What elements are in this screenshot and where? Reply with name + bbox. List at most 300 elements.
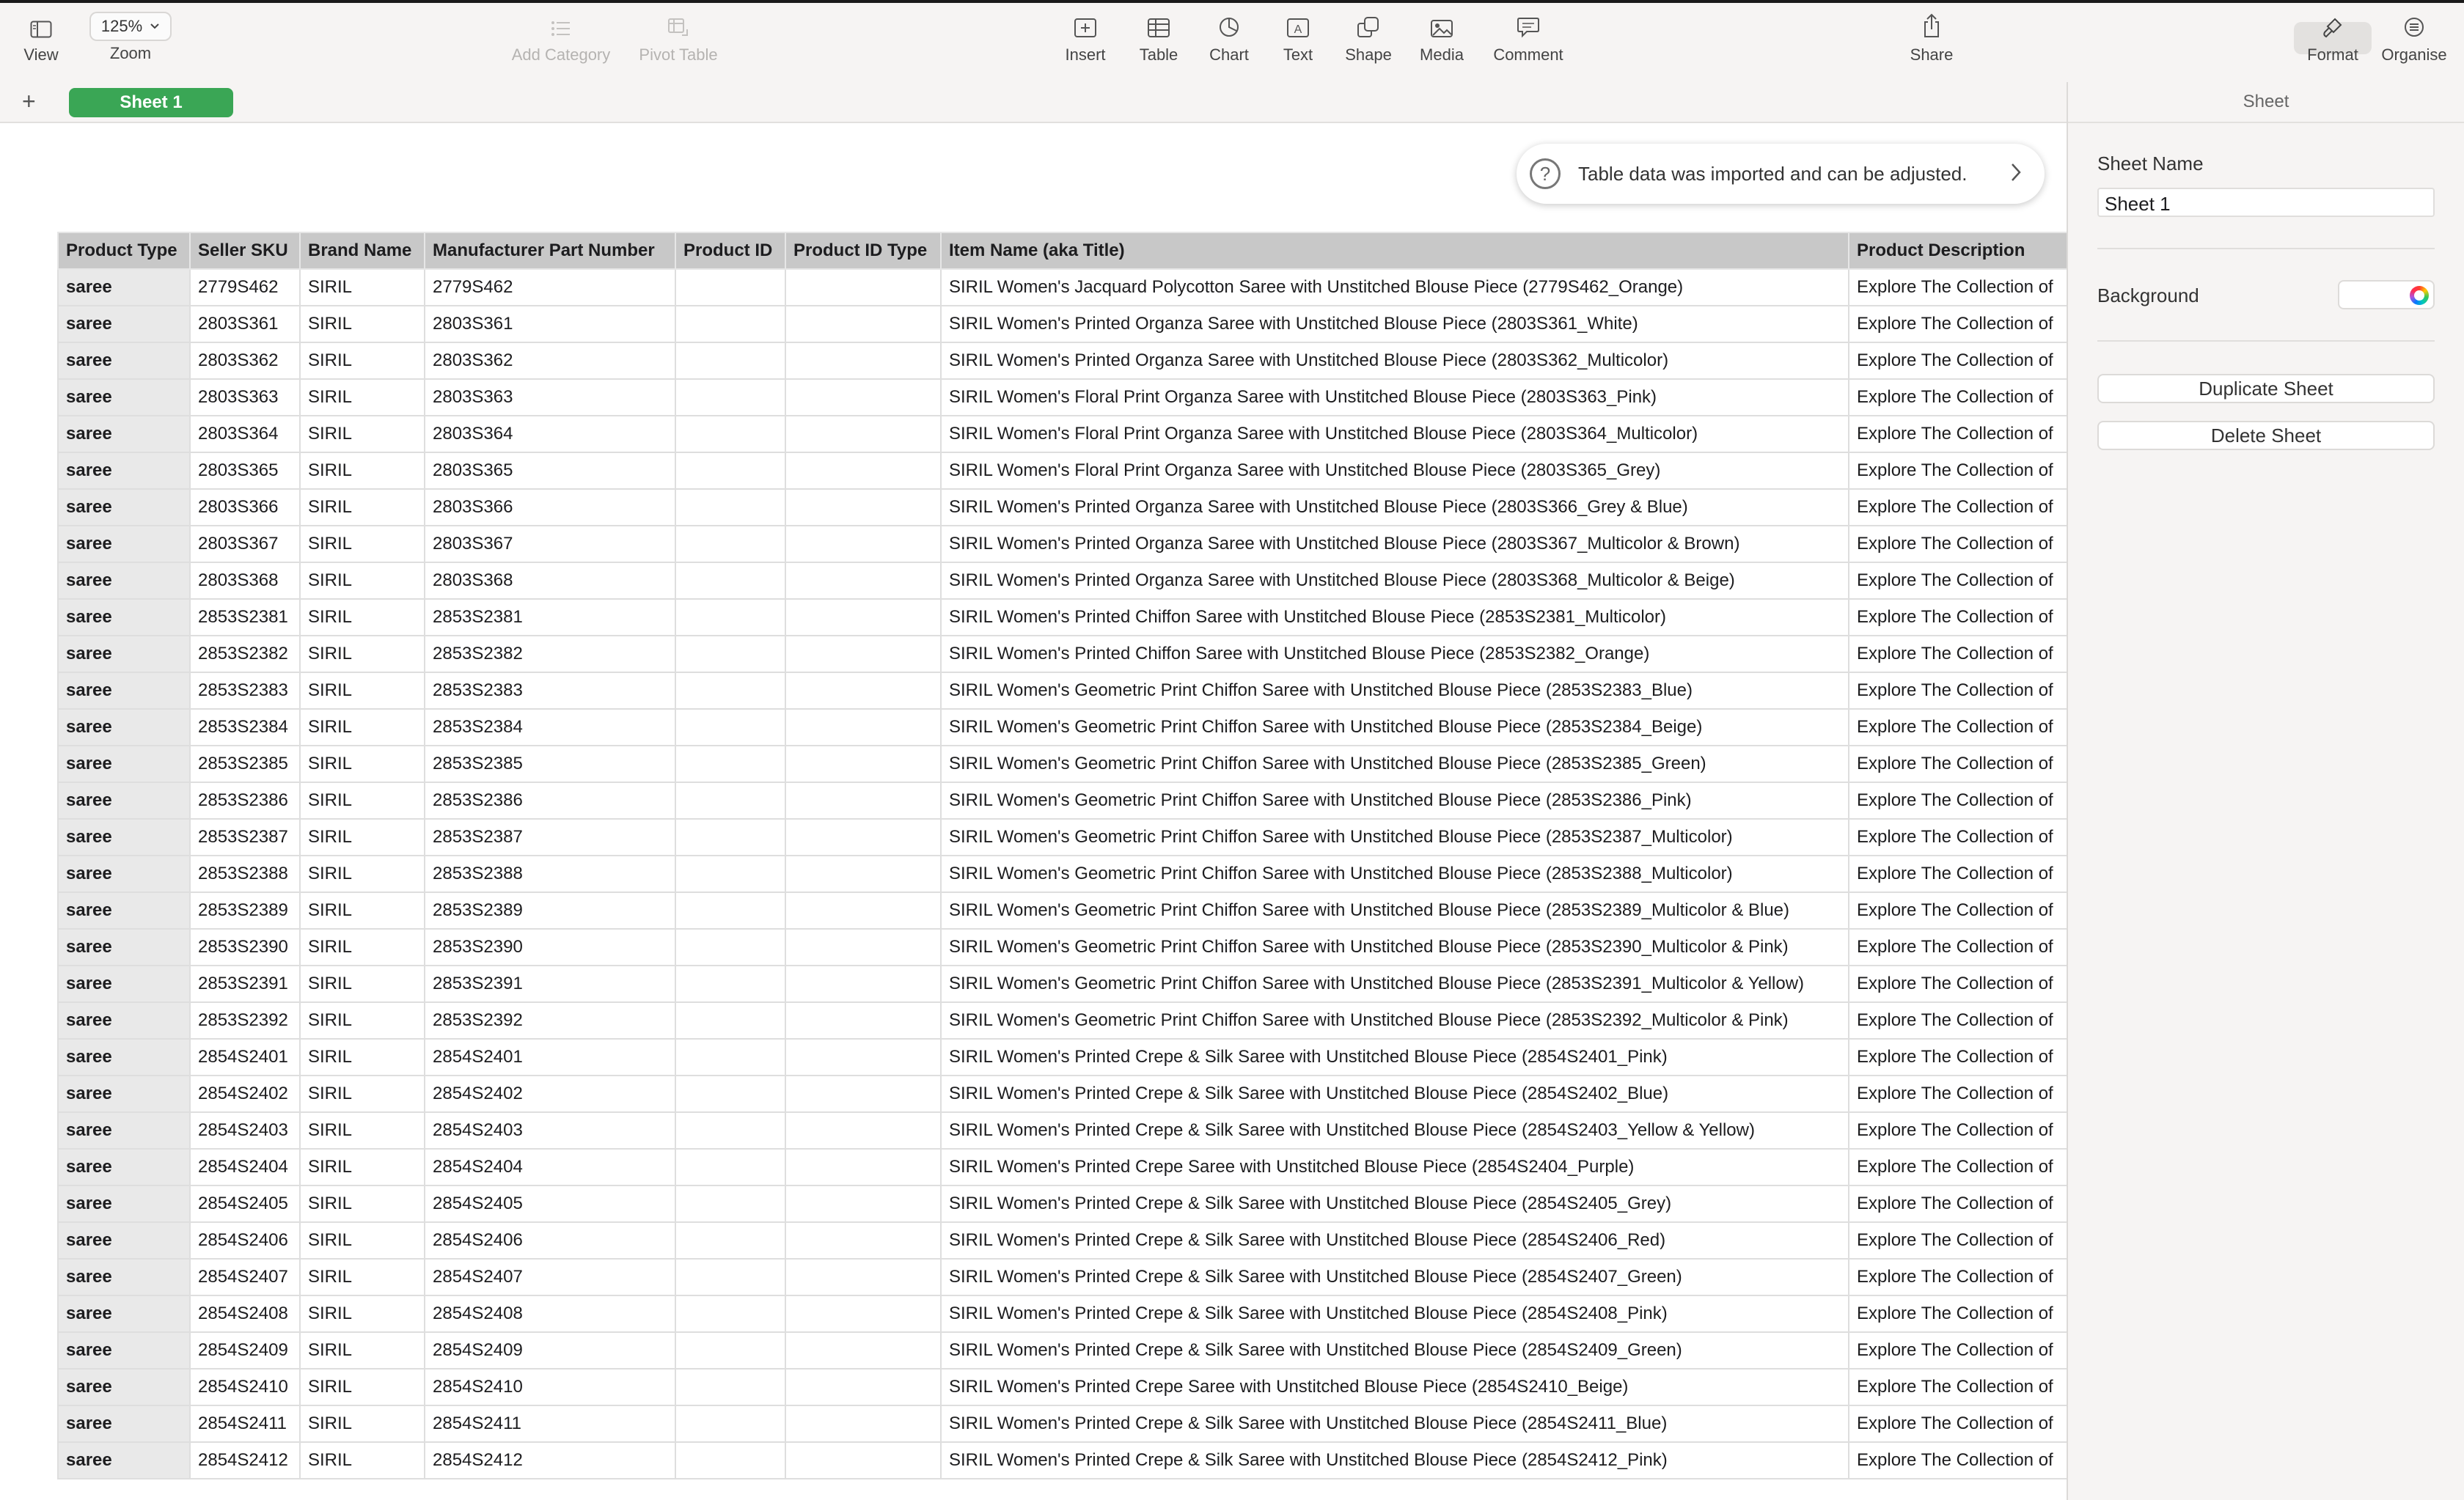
sheet-tab-sheet-1[interactable]: Sheet 1 xyxy=(69,88,233,117)
table-cell[interactable]: SIRIL xyxy=(300,1259,425,1295)
column-header[interactable]: Seller SKU xyxy=(190,232,300,269)
table-row[interactable] xyxy=(58,966,2067,1002)
table-cell[interactable]: saree xyxy=(58,672,190,709)
table-cell[interactable] xyxy=(785,379,941,416)
table-cell[interactable]: SIRIL Women's Printed Organza Saree with Unstitched Blouse Piece (2803S366_Grey & Blue) xyxy=(941,489,1849,526)
column-header[interactable]: Brand Name xyxy=(300,232,425,269)
table-cell[interactable]: SIRIL Women's Printed Organza Saree with Unstitched Blouse Piece (2803S362_Multicolor) xyxy=(941,342,1849,379)
table-cell[interactable] xyxy=(675,1222,785,1259)
table-cell[interactable]: 2853S2390 xyxy=(425,929,675,966)
table-cell[interactable]: saree xyxy=(58,416,190,452)
table-cell[interactable]: SIRIL xyxy=(300,1332,425,1369)
column-header[interactable]: Product ID xyxy=(675,232,785,269)
table-cell[interactable]: saree xyxy=(58,636,190,672)
table-cell[interactable]: 2853S2382 xyxy=(425,636,675,672)
table-cell[interactable]: saree xyxy=(58,526,190,562)
color-wheel-icon[interactable] xyxy=(2410,286,2429,305)
table-cell[interactable] xyxy=(675,929,785,966)
table-cell[interactable]: saree xyxy=(58,709,190,746)
table-row[interactable] xyxy=(58,526,2067,562)
table-cell[interactable] xyxy=(785,929,941,966)
table-cell[interactable]: 2853S2389 xyxy=(425,892,675,929)
table-cell[interactable] xyxy=(785,636,941,672)
table-cell[interactable]: 2853S2392 xyxy=(425,1002,675,1039)
table-cell[interactable]: Explore The Collection of xyxy=(1849,1259,2067,1295)
table-cell[interactable]: Explore The Collection of xyxy=(1849,1112,2067,1149)
table-cell[interactable] xyxy=(675,1405,785,1442)
table-cell[interactable] xyxy=(675,269,785,306)
table-cell[interactable]: Explore The Collection of xyxy=(1849,1405,2067,1442)
table-cell[interactable]: SIRIL xyxy=(300,746,425,782)
table-row[interactable] xyxy=(58,892,2067,929)
table-cell[interactable]: saree xyxy=(58,819,190,856)
table-cell[interactable]: 2803S367 xyxy=(425,526,675,562)
column-header[interactable]: Product Description xyxy=(1849,232,2067,269)
table-cell[interactable]: Explore The Collection of xyxy=(1849,819,2067,856)
table-cell[interactable]: Explore The Collection of xyxy=(1849,1185,2067,1222)
table-cell[interactable]: Explore The Collection of xyxy=(1849,746,2067,782)
table-cell[interactable]: SIRIL Women's Printed Crepe & Silk Saree with Unstitched Blouse Piece (2854S2408_Pink) xyxy=(941,1295,1849,1332)
table-cell[interactable] xyxy=(785,452,941,489)
table-cell[interactable]: 2779S462 xyxy=(190,269,300,306)
table-row[interactable] xyxy=(58,1369,2067,1405)
table-cell[interactable]: Explore The Collection of xyxy=(1849,1039,2067,1076)
table-cell[interactable]: SIRIL xyxy=(300,1442,425,1479)
table-cell[interactable]: 2854S2408 xyxy=(190,1295,300,1332)
table-cell[interactable]: 2803S362 xyxy=(190,342,300,379)
table-cell[interactable]: 2854S2404 xyxy=(425,1149,675,1185)
table-cell[interactable]: SIRIL Women's Printed Crepe & Silk Saree with Unstitched Blouse Piece (2854S2409_Green) xyxy=(941,1332,1849,1369)
table-cell[interactable]: SIRIL Women's Printed Crepe & Silk Saree with Unstitched Blouse Piece (2854S2401_Pink) xyxy=(941,1039,1849,1076)
table-cell[interactable]: SIRIL xyxy=(300,782,425,819)
table-cell[interactable] xyxy=(785,1332,941,1369)
table-cell[interactable]: 2854S2407 xyxy=(190,1259,300,1295)
table-row[interactable] xyxy=(58,1076,2067,1112)
table-cell[interactable]: SIRIL xyxy=(300,562,425,599)
table-cell[interactable]: saree xyxy=(58,562,190,599)
table-cell[interactable] xyxy=(675,636,785,672)
table-cell[interactable]: SIRIL Women's Floral Print Organza Saree with Unstitched Blouse Piece (2803S364_Multicolor) xyxy=(941,416,1849,452)
table-cell[interactable]: Explore The Collection of xyxy=(1849,599,2067,636)
table-cell[interactable]: 2854S2402 xyxy=(425,1076,675,1112)
table-cell[interactable]: saree xyxy=(58,599,190,636)
table-cell[interactable]: 2803S362 xyxy=(425,342,675,379)
table-cell[interactable] xyxy=(785,1405,941,1442)
table-cell[interactable] xyxy=(785,599,941,636)
table-row[interactable] xyxy=(58,1039,2067,1076)
table-cell[interactable]: Explore The Collection of xyxy=(1849,1332,2067,1369)
zoom-select[interactable] xyxy=(89,12,172,41)
add-category-button[interactable] xyxy=(506,3,616,82)
table-cell[interactable]: 2803S368 xyxy=(190,562,300,599)
table-cell[interactable]: SIRIL Women's Geometric Print Chiffon Saree with Unstitched Blouse Piece (2853S2388_Multicolor) xyxy=(941,856,1849,892)
table-cell[interactable]: SIRIL xyxy=(300,709,425,746)
table-cell[interactable]: Explore The Collection of xyxy=(1849,782,2067,819)
table-cell[interactable] xyxy=(675,1442,785,1479)
table-cell[interactable]: SIRIL xyxy=(300,599,425,636)
table-cell[interactable]: saree xyxy=(58,1039,190,1076)
table-cell[interactable]: 2853S2384 xyxy=(425,709,675,746)
table-cell[interactable]: SIRIL Women's Printed Crepe Saree with Unstitched Blouse Piece (2854S2410_Beige) xyxy=(941,1369,1849,1405)
table-cell[interactable]: saree xyxy=(58,966,190,1002)
organise-button[interactable] xyxy=(2376,3,2452,82)
table-cell[interactable] xyxy=(675,672,785,709)
table-cell[interactable]: SIRIL xyxy=(300,819,425,856)
table-cell[interactable]: SIRIL Women's Printed Chiffon Saree with Unstitched Blouse Piece (2853S2382_Orange) xyxy=(941,636,1849,672)
table-cell[interactable]: Explore The Collection of xyxy=(1849,1442,2067,1479)
table-cell[interactable] xyxy=(675,1295,785,1332)
table-cell[interactable]: SIRIL Women's Printed Organza Saree with Unstitched Blouse Piece (2803S361_White) xyxy=(941,306,1849,342)
table-row[interactable] xyxy=(58,709,2067,746)
table-cell[interactable]: SIRIL xyxy=(300,1076,425,1112)
table-cell[interactable]: SIRIL Women's Printed Crepe & Silk Saree with Unstitched Blouse Piece (2854S2407_Green) xyxy=(941,1259,1849,1295)
table-cell[interactable]: 2779S462 xyxy=(425,269,675,306)
table-cell[interactable]: SIRIL Women's Floral Print Organza Saree with Unstitched Blouse Piece (2803S365_Grey) xyxy=(941,452,1849,489)
table-cell[interactable]: 2854S2410 xyxy=(425,1369,675,1405)
delete-sheet-button[interactable]: Delete Sheet xyxy=(2097,421,2435,450)
table-row[interactable] xyxy=(58,636,2067,672)
table-cell[interactable]: saree xyxy=(58,269,190,306)
table-row[interactable] xyxy=(58,856,2067,892)
table-cell[interactable]: Explore The Collection of xyxy=(1849,489,2067,526)
table-cell[interactable] xyxy=(785,746,941,782)
table-row[interactable] xyxy=(58,1442,2067,1479)
table-cell[interactable]: SIRIL Women's Printed Organza Saree with Unstitched Blouse Piece (2803S368_Multicolor & Beige) xyxy=(941,562,1849,599)
table-row[interactable] xyxy=(58,929,2067,966)
table-row[interactable] xyxy=(58,1222,2067,1259)
table-cell[interactable] xyxy=(675,1332,785,1369)
table-cell[interactable] xyxy=(675,342,785,379)
table-cell[interactable]: SIRIL xyxy=(300,416,425,452)
table-cell[interactable]: SIRIL xyxy=(300,379,425,416)
comment-button[interactable] xyxy=(1484,3,1572,82)
table-cell[interactable] xyxy=(785,1369,941,1405)
table-cell[interactable]: SIRIL Women's Geometric Print Chiffon Saree with Unstitched Blouse Piece (2853S2383_Blue) xyxy=(941,672,1849,709)
table-cell[interactable] xyxy=(675,562,785,599)
table-cell[interactable]: SIRIL xyxy=(300,526,425,562)
table-cell[interactable]: saree xyxy=(58,1002,190,1039)
table-cell[interactable]: saree xyxy=(58,1185,190,1222)
table-cell[interactable]: 2854S2408 xyxy=(425,1295,675,1332)
table-cell[interactable]: 2853S2390 xyxy=(190,929,300,966)
table-cell[interactable] xyxy=(675,416,785,452)
table-row[interactable] xyxy=(58,562,2067,599)
table-cell[interactable] xyxy=(785,782,941,819)
zoom-control[interactable] xyxy=(87,3,175,82)
table-cell[interactable]: SIRIL Women's Printed Crepe Saree with Unstitched Blouse Piece (2854S2404_Purple) xyxy=(941,1149,1849,1185)
table-cell[interactable]: SIRIL xyxy=(300,1295,425,1332)
table-row[interactable] xyxy=(58,1295,2067,1332)
table-row[interactable] xyxy=(58,782,2067,819)
table-cell[interactable] xyxy=(675,379,785,416)
table-row[interactable] xyxy=(58,819,2067,856)
table-cell[interactable] xyxy=(785,1442,941,1479)
table-cell[interactable]: 2854S2410 xyxy=(190,1369,300,1405)
table-cell[interactable] xyxy=(785,1149,941,1185)
table-cell[interactable]: Explore The Collection of xyxy=(1849,709,2067,746)
table-cell[interactable]: 2853S2388 xyxy=(425,856,675,892)
table-cell[interactable]: 2854S2409 xyxy=(425,1332,675,1369)
table-cell[interactable]: saree xyxy=(58,929,190,966)
table-row[interactable] xyxy=(58,1112,2067,1149)
table-cell[interactable] xyxy=(675,1076,785,1112)
table-cell[interactable]: saree xyxy=(58,1112,190,1149)
table-cell[interactable]: SIRIL xyxy=(300,856,425,892)
table-cell[interactable]: 2853S2389 xyxy=(190,892,300,929)
table-cell[interactable]: SIRIL xyxy=(300,269,425,306)
table-cell[interactable]: 2854S2401 xyxy=(425,1039,675,1076)
table-cell[interactable]: 2803S365 xyxy=(425,452,675,489)
table-cell[interactable] xyxy=(785,1259,941,1295)
table-cell[interactable] xyxy=(785,1185,941,1222)
table-cell[interactable]: 2853S2387 xyxy=(425,819,675,856)
table-cell[interactable]: 2854S2401 xyxy=(190,1039,300,1076)
table-cell[interactable]: Explore The Collection of xyxy=(1849,452,2067,489)
table-cell[interactable] xyxy=(675,892,785,929)
table-row[interactable] xyxy=(58,452,2067,489)
table-row[interactable] xyxy=(58,1185,2067,1222)
table-cell[interactable]: saree xyxy=(58,342,190,379)
text-button[interactable] xyxy=(1269,3,1327,82)
table-cell[interactable]: 2803S365 xyxy=(190,452,300,489)
table-cell[interactable]: Explore The Collection of xyxy=(1849,1369,2067,1405)
table-cell[interactable]: saree xyxy=(58,746,190,782)
table-cell[interactable] xyxy=(675,1039,785,1076)
table-cell[interactable] xyxy=(785,489,941,526)
table-cell[interactable]: SIRIL xyxy=(300,636,425,672)
table-row[interactable] xyxy=(58,1405,2067,1442)
table-cell[interactable] xyxy=(785,562,941,599)
table-cell[interactable]: 2853S2391 xyxy=(425,966,675,1002)
table-cell[interactable] xyxy=(675,782,785,819)
table-cell[interactable]: Explore The Collection of xyxy=(1849,379,2067,416)
table-cell[interactable] xyxy=(785,819,941,856)
table-cell[interactable]: 2853S2386 xyxy=(425,782,675,819)
table-cell[interactable]: 2803S361 xyxy=(425,306,675,342)
table-cell[interactable]: 2854S2411 xyxy=(425,1405,675,1442)
table-cell[interactable] xyxy=(675,452,785,489)
table-cell[interactable]: 2854S2405 xyxy=(425,1185,675,1222)
table-row[interactable] xyxy=(58,489,2067,526)
table-cell[interactable]: SIRIL Women's Printed Crepe & Silk Saree with Unstitched Blouse Piece (2854S2405_Grey) xyxy=(941,1185,1849,1222)
table-cell[interactable]: SIRIL Women's Jacquard Polycotton Saree with Unstitched Blouse Piece (2779S462_Orange) xyxy=(941,269,1849,306)
table-cell[interactable] xyxy=(675,526,785,562)
table-cell[interactable]: Explore The Collection of xyxy=(1849,562,2067,599)
table-cell[interactable]: 2853S2382 xyxy=(190,636,300,672)
table-cell[interactable]: SIRIL Women's Printed Crepe & Silk Saree with Unstitched Blouse Piece (2854S2406_Red) xyxy=(941,1222,1849,1259)
table-cell[interactable] xyxy=(675,1369,785,1405)
table-cell[interactable] xyxy=(785,709,941,746)
table-cell[interactable]: SIRIL Women's Printed Crepe & Silk Saree with Unstitched Blouse Piece (2854S2403_Yellow & Yellow) xyxy=(941,1112,1849,1149)
table-cell[interactable] xyxy=(675,856,785,892)
table-cell[interactable]: Explore The Collection of xyxy=(1849,342,2067,379)
table-cell[interactable]: 2853S2388 xyxy=(190,856,300,892)
table-cell[interactable]: SIRIL Women's Printed Organza Saree with Unstitched Blouse Piece (2803S367_Multicolor & Brown) xyxy=(941,526,1849,562)
table-cell[interactable]: SIRIL Women's Geometric Print Chiffon Saree with Unstitched Blouse Piece (2853S2386_Pink) xyxy=(941,782,1849,819)
duplicate-sheet-button[interactable]: Duplicate Sheet xyxy=(2097,374,2435,403)
add-sheet-button[interactable]: + xyxy=(22,88,36,114)
table-cell[interactable]: SIRIL Women's Floral Print Organza Saree with Unstitched Blouse Piece (2803S363_Pink) xyxy=(941,379,1849,416)
table-cell[interactable] xyxy=(785,342,941,379)
table-cell[interactable] xyxy=(675,1002,785,1039)
table-cell[interactable]: saree xyxy=(58,1295,190,1332)
sheet-name-input[interactable]: Sheet 1 xyxy=(2097,188,2435,217)
table-cell[interactable]: 2854S2406 xyxy=(425,1222,675,1259)
chart-button[interactable] xyxy=(1200,3,1258,82)
background-color-well[interactable] xyxy=(2338,280,2435,309)
table-cell[interactable]: 2803S361 xyxy=(190,306,300,342)
table-cell[interactable] xyxy=(785,1222,941,1259)
table-cell[interactable]: saree xyxy=(58,1405,190,1442)
share-button[interactable] xyxy=(1902,3,1961,82)
table-cell[interactable]: saree xyxy=(58,306,190,342)
column-header[interactable]: Product ID Type xyxy=(785,232,941,269)
chevron-right-icon[interactable] xyxy=(2009,160,2023,185)
table-row[interactable] xyxy=(58,1259,2067,1295)
table-cell[interactable]: 2853S2381 xyxy=(425,599,675,636)
media-button[interactable] xyxy=(1412,3,1471,82)
table-cell[interactable]: SIRIL xyxy=(300,306,425,342)
table-cell[interactable]: Explore The Collection of xyxy=(1849,672,2067,709)
table-cell[interactable]: SIRIL Women's Geometric Print Chiffon Saree with Unstitched Blouse Piece (2853S2385_Green) xyxy=(941,746,1849,782)
table-cell[interactable]: saree xyxy=(58,1076,190,1112)
table-cell[interactable] xyxy=(675,599,785,636)
table-cell[interactable]: 2803S363 xyxy=(425,379,675,416)
table-cell[interactable]: SIRIL Women's Geometric Print Chiffon Saree with Unstitched Blouse Piece (2853S2391_Multicolor & Yellow) xyxy=(941,966,1849,1002)
table-cell[interactable]: saree xyxy=(58,1222,190,1259)
table-cell[interactable]: 2853S2387 xyxy=(190,819,300,856)
shape-button[interactable] xyxy=(1339,3,1398,82)
table-cell[interactable]: 2854S2406 xyxy=(190,1222,300,1259)
table-cell[interactable]: SIRIL Women's Geometric Print Chiffon Saree with Unstitched Blouse Piece (2853S2387_Multicolor) xyxy=(941,819,1849,856)
table-cell[interactable]: saree xyxy=(58,1369,190,1405)
table-cell[interactable]: Explore The Collection of xyxy=(1849,416,2067,452)
table-cell[interactable]: saree xyxy=(58,379,190,416)
table-cell[interactable]: saree xyxy=(58,856,190,892)
table-cell[interactable]: 2854S2411 xyxy=(190,1405,300,1442)
table-row[interactable] xyxy=(58,416,2067,452)
table-cell[interactable] xyxy=(675,489,785,526)
column-header[interactable]: Item Name (aka Title) xyxy=(941,232,1849,269)
table-cell[interactable] xyxy=(785,1295,941,1332)
table-cell[interactable]: 2854S2409 xyxy=(190,1332,300,1369)
table-cell[interactable]: Explore The Collection of xyxy=(1849,856,2067,892)
table-cell[interactable]: saree xyxy=(58,1442,190,1479)
table-cell[interactable]: 2853S2381 xyxy=(190,599,300,636)
table-cell[interactable]: Explore The Collection of xyxy=(1849,526,2067,562)
table-cell[interactable]: Explore The Collection of xyxy=(1849,636,2067,672)
table-cell[interactable]: SIRIL xyxy=(300,452,425,489)
table-cell[interactable]: SIRIL Women's Printed Crepe & Silk Saree with Unstitched Blouse Piece (2854S2402_Blue) xyxy=(941,1076,1849,1112)
table-cell[interactable]: 2803S363 xyxy=(190,379,300,416)
table-cell[interactable]: 2854S2403 xyxy=(190,1112,300,1149)
table-row[interactable] xyxy=(58,1332,2067,1369)
table-cell[interactable]: SIRIL xyxy=(300,929,425,966)
table-cell[interactable]: saree xyxy=(58,489,190,526)
table-cell[interactable]: 2854S2402 xyxy=(190,1076,300,1112)
table-cell[interactable]: 2854S2405 xyxy=(190,1185,300,1222)
table-cell[interactable]: 2803S364 xyxy=(425,416,675,452)
table-cell[interactable] xyxy=(785,269,941,306)
table-cell[interactable] xyxy=(785,856,941,892)
table-cell[interactable] xyxy=(675,746,785,782)
table-cell[interactable] xyxy=(785,966,941,1002)
table-row[interactable] xyxy=(58,1149,2067,1185)
table-cell[interactable] xyxy=(785,1112,941,1149)
table-cell[interactable]: 2854S2403 xyxy=(425,1112,675,1149)
table-cell[interactable]: Explore The Collection of xyxy=(1849,966,2067,1002)
table-cell[interactable]: Explore The Collection of xyxy=(1849,1222,2067,1259)
table-cell[interactable]: SIRIL Women's Geometric Print Chiffon Saree with Unstitched Blouse Piece (2853S2392_Multicolor & Pink) xyxy=(941,1002,1849,1039)
table-cell[interactable]: saree xyxy=(58,892,190,929)
table-cell[interactable]: 2803S364 xyxy=(190,416,300,452)
table-cell[interactable]: SIRIL xyxy=(300,1369,425,1405)
column-header[interactable]: Product Type xyxy=(58,232,190,269)
table-cell[interactable] xyxy=(675,819,785,856)
table-cell[interactable]: 2853S2386 xyxy=(190,782,300,819)
table-cell[interactable]: SIRIL xyxy=(300,1149,425,1185)
table-cell[interactable]: 2803S366 xyxy=(425,489,675,526)
table-cell[interactable]: 2803S368 xyxy=(425,562,675,599)
table-cell[interactable]: SIRIL xyxy=(300,1185,425,1222)
column-header[interactable]: Manufacturer Part Number xyxy=(425,232,675,269)
table-cell[interactable]: 2853S2391 xyxy=(190,966,300,1002)
table-cell[interactable]: SIRIL Women's Printed Crepe & Silk Saree with Unstitched Blouse Piece (2854S2412_Pink) xyxy=(941,1442,1849,1479)
table-cell[interactable]: 2853S2385 xyxy=(425,746,675,782)
table-cell[interactable]: SIRIL xyxy=(300,1002,425,1039)
table-cell[interactable]: SIRIL xyxy=(300,342,425,379)
table-row[interactable] xyxy=(58,269,2067,306)
table-cell[interactable]: saree xyxy=(58,452,190,489)
table-cell[interactable]: saree xyxy=(58,1149,190,1185)
table-cell[interactable]: 2803S366 xyxy=(190,489,300,526)
table-cell[interactable] xyxy=(675,709,785,746)
table-cell[interactable]: SIRIL xyxy=(300,892,425,929)
table-cell[interactable]: SIRIL xyxy=(300,1039,425,1076)
table-cell[interactable]: Explore The Collection of xyxy=(1849,1295,2067,1332)
table-cell[interactable] xyxy=(785,1076,941,1112)
table-cell[interactable]: saree xyxy=(58,782,190,819)
table-cell[interactable]: SIRIL xyxy=(300,489,425,526)
table-cell[interactable]: Explore The Collection of xyxy=(1849,892,2067,929)
table-cell[interactable]: SIRIL Women's Geometric Print Chiffon Saree with Unstitched Blouse Piece (2853S2384_Beige) xyxy=(941,709,1849,746)
table-cell[interactable]: 2853S2385 xyxy=(190,746,300,782)
table-cell[interactable] xyxy=(675,1112,785,1149)
table-cell[interactable] xyxy=(785,526,941,562)
table-cell[interactable]: SIRIL xyxy=(300,672,425,709)
table-cell[interactable]: 2853S2392 xyxy=(190,1002,300,1039)
table-cell[interactable] xyxy=(675,1259,785,1295)
table-cell[interactable] xyxy=(785,892,941,929)
table-row[interactable] xyxy=(58,306,2067,342)
table-cell[interactable]: 2854S2404 xyxy=(190,1149,300,1185)
table-row[interactable] xyxy=(58,1002,2067,1039)
table-cell[interactable]: Explore The Collection of xyxy=(1849,1002,2067,1039)
table-cell[interactable]: SIRIL Women's Geometric Print Chiffon Saree with Unstitched Blouse Piece (2853S2390_Multicolor & Pink) xyxy=(941,929,1849,966)
table-cell[interactable]: SIRIL xyxy=(300,1405,425,1442)
table-row[interactable] xyxy=(58,342,2067,379)
table-cell[interactable]: SIRIL Women's Printed Chiffon Saree with Unstitched Blouse Piece (2853S2381_Multicolor) xyxy=(941,599,1849,636)
table-cell[interactable]: Explore The Collection of xyxy=(1849,929,2067,966)
table-cell[interactable] xyxy=(675,966,785,1002)
table-cell[interactable] xyxy=(785,416,941,452)
table-cell[interactable]: saree xyxy=(58,1259,190,1295)
table-cell[interactable]: 2853S2383 xyxy=(190,672,300,709)
pivot-table-button[interactable] xyxy=(632,3,725,82)
table-cell[interactable]: saree xyxy=(58,1332,190,1369)
table-cell[interactable]: SIRIL xyxy=(300,1112,425,1149)
table-row[interactable] xyxy=(58,746,2067,782)
